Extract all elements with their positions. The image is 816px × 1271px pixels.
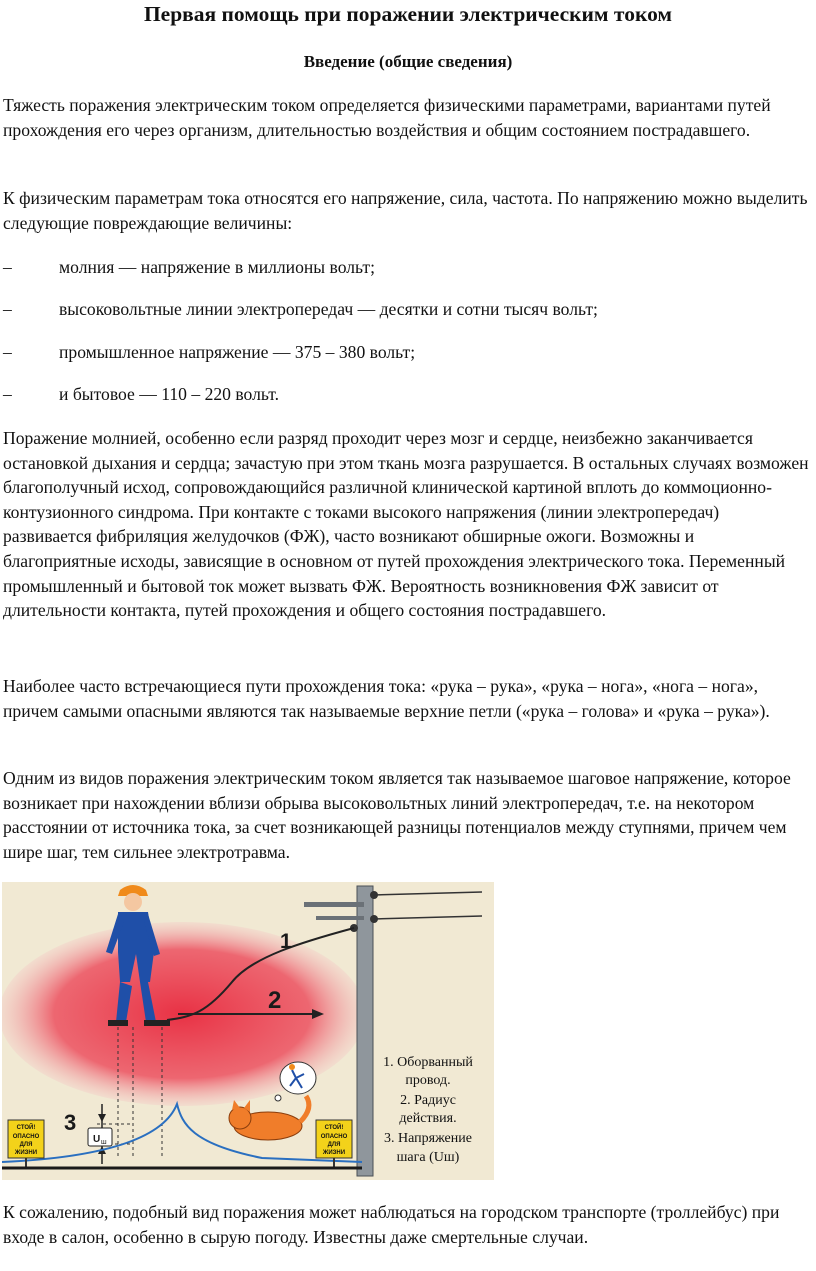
svg-text:2. Радиус: 2. Радиус <box>400 1093 456 1108</box>
list-item-text: высоковольтные линии электропередач — десятки и сотни тысяч вольт; <box>59 299 598 319</box>
svg-text:ЖИЗНИ: ЖИЗНИ <box>14 1150 38 1156</box>
label-number-1: 1 <box>280 930 292 953</box>
list-item <box>3 382 279 406</box>
svg-text:шага (Uш): шага (Uш) <box>396 1150 460 1165</box>
page-title: Первая помощь при поражении электрическим током <box>143 2 673 26</box>
list-item <box>3 297 598 321</box>
list-item <box>3 255 375 279</box>
list-item-text: и бытовое — 110 – 220 вольт. <box>59 384 280 404</box>
svg-text:провод.: провод. <box>405 1073 451 1088</box>
paragraph-lightning: Поражение молнией, особенно если разряд проходит через мозг и сердце, неизбежно заканчивается остановкой дыхания и сердца; зачастую при этом ткань мозга разрушается. В остальных случаях возможен благополучный исход, сопровождающийся различной клинической картиной вплоть до коммоционно-контузионного синдрома. При контакте с токами высокого напряжения (линии электропередач) развивается фибриляция желудочков (ФЖ), часто возникают обширные ожоги. Возможны и благоприятные исходы, зависящие в основном от путей прохождения электрического тока. Переменный промышленный и бытовой ток может вызвать ФЖ. Вероятность возникновения ФЖ зависит от длительности контакта, путей прохождения и общего состояния пострадавшего. <box>3 428 809 621</box>
svg-text:ДЛЯ: ДЛЯ <box>327 1142 341 1148</box>
svg-text:1. Оборванный: 1. Оборванный <box>383 1055 473 1070</box>
list-dash: – <box>3 257 12 277</box>
list-item-text: молния — напряжение в миллионы вольт; <box>59 257 375 277</box>
list-dash: – <box>3 384 12 404</box>
svg-text:СТОЙ!: СТОЙ! <box>16 1125 36 1131</box>
list-item-text: промышленное напряжение — 375 – 380 вольт; <box>59 342 416 362</box>
step-voltage-illustration <box>2 882 494 1180</box>
label-number-2: 2 <box>268 987 282 1014</box>
paragraph-intro: Тяжесть поражения электрическим током определяется физическими параметрами, вариантами путей прохождения его через организм, длительностью воздействия и общим состоянием пострадавшего. <box>3 95 771 140</box>
paragraph-trolleybus: К сожалению, подобный вид поражения может наблюдаться на городском транспорте (троллейбус) при входе в салон, особенно в сырую погоду. Известны даже смертельные случаи. <box>3 1202 780 1247</box>
paragraph-physical-params: К физическим параметрам тока относятся его напряжение, сила, частота. По напряжению можно выделить следующие повреждающие величины: <box>3 188 808 233</box>
svg-text:ДЛЯ: ДЛЯ <box>19 1142 33 1148</box>
svg-text:действия.: действия. <box>399 1111 457 1126</box>
meter-sub: ш <box>101 1139 107 1146</box>
list-dash: – <box>3 299 12 319</box>
list-item <box>3 340 415 364</box>
svg-text:ЖИЗНИ: ЖИЗНИ <box>322 1150 346 1156</box>
step-voltage-meter <box>88 1128 112 1146</box>
svg-text:3. Напряжение: 3. Напряжение <box>384 1131 472 1146</box>
list-dash: – <box>3 342 12 362</box>
label-number-3: 3 <box>64 1110 77 1135</box>
svg-text:СТОЙ!: СТОЙ! <box>324 1125 344 1131</box>
section-subtitle: Введение (общие сведения) <box>303 52 513 71</box>
paragraph-step-voltage: Одним из видов поражения электрическим током является так называемое шаговое напряжение, которое возникает при нахождении вблизи обрыва высоковольтных линий электропередач, т.е. на некотором расстоянии от источника тока, за счет возникающей разницы потенциалов между ступнями, причем чем шире шаг, тем сильнее электротравма. <box>3 768 791 862</box>
paragraph-current-paths: Наиболее часто встречающиеся пути прохождения тока: «рука – рука», «рука – нога», «нога – нога», причем самыми опасными являются так называемые верхние петли («рука – голова» и «рука – рука»). <box>3 676 770 721</box>
svg-text:ОПАСНО: ОПАСНО <box>12 1134 40 1140</box>
svg-text:ОПАСНО: ОПАСНО <box>320 1134 348 1140</box>
meter-label: U <box>93 1134 101 1145</box>
